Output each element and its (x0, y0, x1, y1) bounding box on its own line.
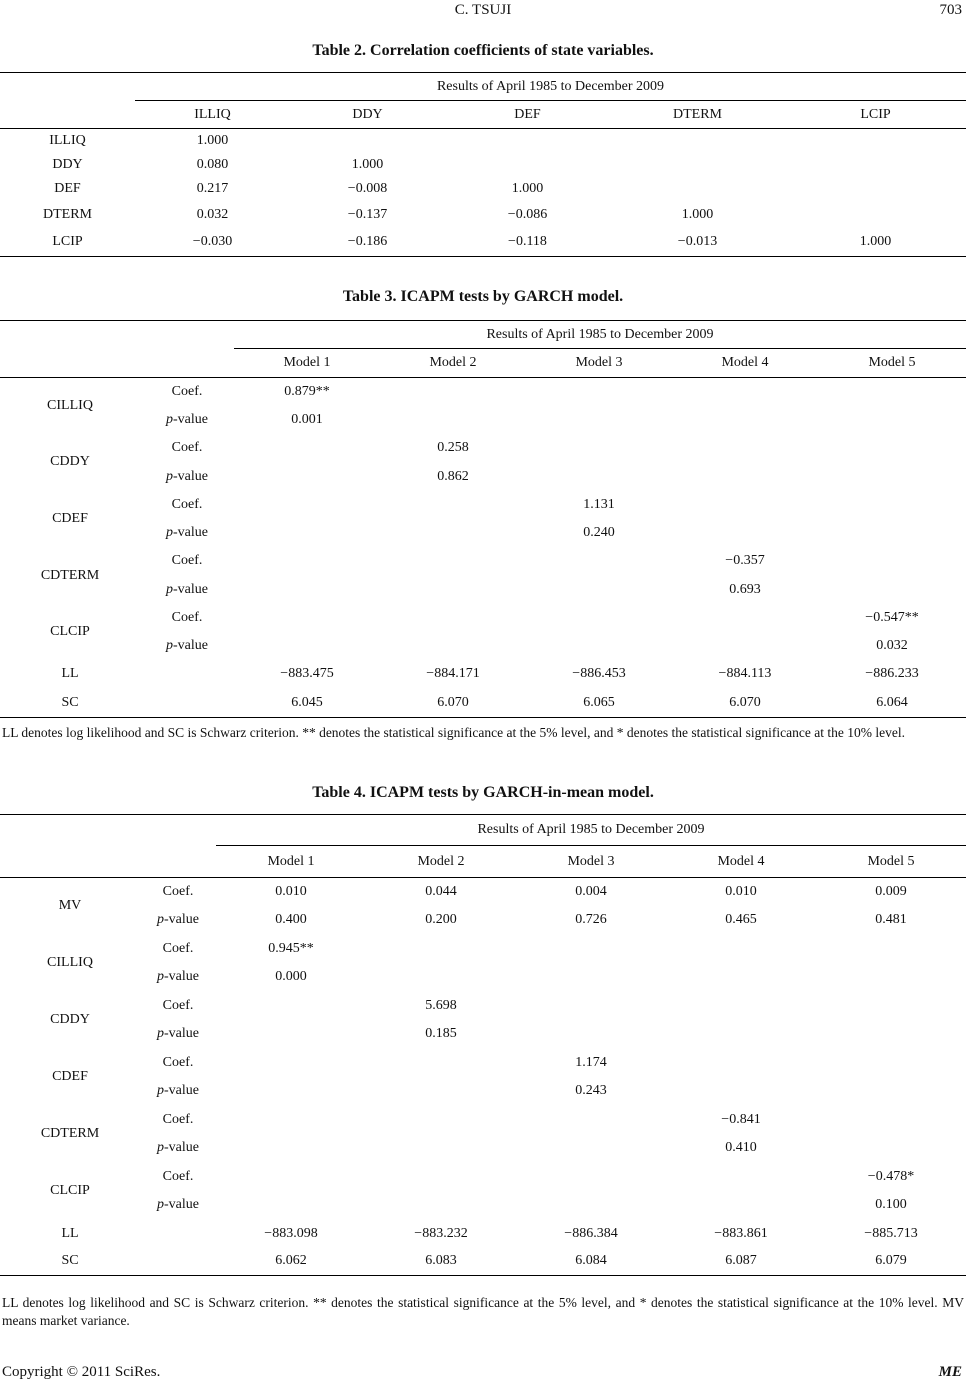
table-cell (380, 604, 526, 632)
pvalue-italic-p: p (157, 1140, 164, 1156)
table-row (0, 547, 966, 575)
table-row (0, 1191, 966, 1220)
pvalue-label (140, 576, 234, 604)
pvalue-label (140, 406, 234, 434)
table4-col-header: Model 2 (417, 853, 465, 869)
table-row (0, 1248, 966, 1276)
table-cell: 0.693 (729, 581, 761, 597)
table-cell (366, 1106, 516, 1135)
table-cell: −0.478* (867, 1168, 915, 1184)
table-row (0, 906, 966, 935)
table-cell (526, 378, 672, 406)
table3-col-header: Model 5 (868, 355, 916, 370)
table-cell: 0.010 (725, 884, 757, 899)
table-row (0, 632, 966, 660)
table4-note (2, 1294, 964, 1330)
table3-col-header: Model 1 (283, 355, 331, 370)
table-cell: 0.044 (425, 884, 457, 899)
table-cell: 0.410 (725, 1140, 757, 1156)
table-cell (785, 177, 966, 201)
table-cell (234, 462, 380, 490)
table-cell: −883.232 (414, 1225, 468, 1241)
table-row (0, 576, 966, 604)
table2-header-row (0, 101, 966, 129)
table-cell: 5.698 (425, 997, 457, 1013)
row-label: CDDY (50, 1012, 90, 1027)
pvalue-suffix: -value (173, 581, 208, 597)
table-cell (666, 1163, 816, 1192)
row-label: LCIP (52, 234, 83, 250)
pvalue-suffix: -value (173, 411, 208, 427)
running-author: C. TSUJI (454, 2, 512, 18)
table-cell (816, 963, 966, 992)
table-cell (234, 604, 380, 632)
table-cell (672, 491, 818, 519)
table-cell: 1.000 (681, 206, 714, 222)
row-label: DEF (54, 180, 81, 196)
pvalue-suffix: -value (164, 969, 199, 985)
pvalue-italic-p: p (166, 525, 173, 541)
table-cell (234, 576, 380, 604)
table-cell (818, 576, 966, 604)
table-cell (516, 1106, 666, 1135)
table-cell: 0.217 (196, 180, 229, 196)
table-row (0, 519, 966, 547)
table-row (0, 992, 966, 1021)
pvalue-suffix: -value (164, 1083, 199, 1099)
table-cell: 0.000 (275, 969, 307, 985)
table-cell (610, 129, 785, 153)
table-cell: −0.008 (347, 180, 388, 196)
table-cell (516, 1191, 666, 1220)
table-cell: 0.243 (575, 1083, 607, 1099)
table3-col-header: Model 3 (575, 355, 623, 370)
table-cell (216, 1077, 366, 1106)
row-label: SC (61, 1253, 79, 1269)
table3-caption: Table 3. ICAPM tests by GARCH model. (342, 288, 624, 305)
table-row (0, 660, 966, 688)
table-row (0, 406, 966, 434)
table2-col-header: ILLIQ (194, 106, 231, 122)
table-cell (818, 547, 966, 575)
row-label: CILLIQ (47, 398, 93, 414)
coef-label: Coef. (171, 496, 203, 512)
table-cell: 6.070 (437, 694, 469, 710)
table-cell (526, 576, 672, 604)
table-cell (816, 1077, 966, 1106)
page-number: 703 (939, 2, 962, 18)
table-cell: −0.137 (347, 206, 388, 222)
row-label: SC (61, 694, 79, 710)
table-row (0, 963, 966, 992)
table3-col-header: Model 4 (721, 355, 769, 370)
row-label: ILLIQ (49, 132, 86, 148)
table-cell: −885.713 (864, 1225, 918, 1241)
table-cell (672, 462, 818, 490)
table4-col-header: Model 5 (867, 853, 915, 869)
pvalue-suffix: -value (164, 912, 199, 928)
pvalue-italic-p: p (157, 1083, 164, 1099)
table-row (0, 462, 966, 490)
table-cell (666, 1191, 816, 1220)
table-cell (672, 604, 818, 632)
copyright-text: Copyright © 2011 SciRes. (2, 1364, 161, 1380)
page-header (0, 0, 966, 28)
table-cell (672, 378, 818, 406)
table4-col-header: Model 1 (267, 853, 315, 869)
table-cell (666, 1077, 816, 1106)
row-label: LL (61, 1225, 79, 1241)
table-cell (216, 1049, 366, 1078)
table3-note (2, 724, 964, 742)
row-label: CDDY (50, 454, 90, 470)
table-cell (666, 963, 816, 992)
table-cell (818, 519, 966, 547)
table-cell: 6.065 (583, 694, 615, 710)
table-cell: −0.841 (721, 1111, 761, 1127)
table4-period: Results of April 1985 to December 2009 (216, 815, 966, 846)
table-cell (234, 519, 380, 547)
row-label: CLCIP (50, 624, 90, 640)
table-cell: 1.000 (196, 132, 229, 148)
table-cell (216, 1163, 366, 1192)
table-cell (816, 1020, 966, 1049)
table-cell: 1.000 (859, 234, 892, 250)
table-cell: −883.098 (264, 1225, 318, 1241)
table-cell (526, 406, 672, 434)
pvalue-suffix: -value (173, 638, 208, 654)
table4-note-text: LL denotes log likelihood and SC is Schwarz criterion. ** denotes the statistical significance at the 5% level, and * denotes the statistical significance at the 10% level. MV means market variance. (2, 1295, 964, 1328)
table-cell: 6.064 (876, 694, 908, 710)
table-cell (216, 992, 366, 1021)
table-cell: −0.013 (677, 234, 718, 250)
table2-col-header: DTERM (673, 106, 722, 122)
table-cell: −0.030 (192, 234, 233, 250)
table-cell: 0.100 (875, 1197, 907, 1213)
table-cell (818, 462, 966, 490)
pvalue-suffix: -value (173, 468, 208, 484)
table-cell: 0.032 (196, 206, 229, 222)
pvalue-label (140, 1191, 216, 1220)
table2-period: Results of April 1985 to December 2009 (135, 73, 966, 101)
table2-col-header: LCIP (860, 106, 891, 122)
table-cell: −0.118 (508, 234, 547, 250)
table-row (0, 153, 966, 177)
pvalue-label (140, 963, 216, 992)
table-row (0, 935, 966, 964)
table-cell: −0.186 (347, 234, 388, 250)
pvalue-italic-p: p (166, 411, 173, 427)
table-cell (380, 547, 526, 575)
table-cell (366, 1134, 516, 1163)
table4 (0, 814, 966, 1276)
table-row (0, 1220, 966, 1248)
journal-abbrev: ME (938, 1364, 962, 1380)
table-cell: −886.453 (572, 666, 626, 682)
table-cell (366, 963, 516, 992)
table-cell (445, 153, 610, 177)
table-cell: 0.862 (437, 468, 469, 484)
table-cell (516, 963, 666, 992)
table-row (0, 878, 966, 907)
table-cell: 1.131 (583, 496, 615, 512)
table-cell (516, 992, 666, 1021)
table-cell (672, 406, 818, 434)
row-label: LL (61, 666, 79, 682)
pvalue-label (140, 632, 234, 660)
table-cell (672, 519, 818, 547)
table-row (0, 1134, 966, 1163)
table-cell: 0.032 (876, 638, 908, 654)
table-cell (526, 462, 672, 490)
table-row (0, 604, 966, 632)
pvalue-italic-p: p (157, 912, 164, 928)
table-cell (666, 1049, 816, 1078)
table-cell: 1.000 (351, 156, 384, 172)
table-cell (666, 935, 816, 964)
row-label: MV (58, 898, 82, 914)
table-cell (526, 632, 672, 660)
table-row (0, 1049, 966, 1078)
table4-col-header: Model 3 (567, 853, 615, 869)
table-cell: 6.070 (729, 694, 761, 710)
table-cell (366, 935, 516, 964)
table-cell (818, 378, 966, 406)
table-cell: −0.357 (725, 553, 765, 569)
row-label: CDEF (52, 1069, 88, 1084)
table-cell (290, 129, 445, 153)
table2 (0, 72, 966, 257)
table-cell: −883.475 (280, 666, 334, 682)
table-cell (816, 1106, 966, 1135)
table-cell (380, 378, 526, 406)
table-cell (666, 1020, 816, 1049)
table-cell (366, 1191, 516, 1220)
table-cell (366, 1163, 516, 1192)
table2-col-header: DEF (514, 106, 541, 122)
coef-label: Coef. (171, 553, 203, 569)
table-cell: 0.185 (425, 1026, 457, 1042)
pvalue-label (140, 906, 216, 935)
table-cell (516, 1134, 666, 1163)
row-label: DDY (52, 156, 83, 172)
table-cell: −886.233 (865, 666, 919, 682)
table-cell (785, 153, 966, 177)
table-cell: 6.084 (575, 1253, 607, 1269)
pvalue-italic-p: p (166, 581, 173, 597)
table-cell: −0.086 (507, 206, 548, 222)
pvalue-label (140, 1020, 216, 1049)
table-cell: 0.258 (437, 440, 469, 456)
table-cell (816, 1049, 966, 1078)
table-row (0, 1077, 966, 1106)
row-label: CDTERM (40, 567, 100, 583)
table2-col-header: DDY (352, 106, 383, 122)
table-cell: −883.861 (714, 1225, 768, 1241)
pvalue-suffix: -value (173, 525, 208, 541)
table-cell: 6.087 (725, 1253, 757, 1269)
table-cell (216, 1106, 366, 1135)
table4-caption: Table 4. ICAPM tests by GARCH-in-mean model. (312, 784, 654, 801)
table-cell (216, 1134, 366, 1163)
pvalue-suffix: -value (164, 1026, 199, 1042)
pvalue-label (140, 519, 234, 547)
table-cell (672, 632, 818, 660)
table-row (0, 1106, 966, 1135)
table-cell: 0.010 (275, 884, 307, 899)
table-cell (234, 434, 380, 462)
table-cell: 0.726 (575, 912, 607, 928)
pvalue-italic-p: p (157, 969, 164, 985)
table-cell: 0.465 (725, 912, 757, 928)
table-cell: 1.174 (575, 1054, 607, 1070)
table-cell (816, 935, 966, 964)
table-cell (380, 406, 526, 434)
coef-label: Coef. (162, 997, 194, 1013)
table-cell: 0.080 (196, 156, 229, 172)
table-cell: −884.113 (718, 666, 772, 682)
coef-label: Coef. (162, 1054, 194, 1070)
table-cell: 0.009 (875, 884, 907, 899)
table-row (0, 688, 966, 717)
table-cell: 0.001 (291, 411, 323, 427)
table-cell (380, 632, 526, 660)
table-cell: 0.240 (583, 525, 615, 541)
pvalue-label (140, 462, 234, 490)
pvalue-label (140, 1077, 216, 1106)
table-cell: 0.004 (575, 884, 607, 899)
row-label: CLCIP (50, 1183, 90, 1198)
table-cell (785, 129, 966, 153)
table-cell: 0.200 (425, 912, 457, 928)
table-cell (666, 992, 816, 1021)
pvalue-italic-p: p (166, 638, 173, 654)
table-cell (516, 935, 666, 964)
row-label: CDTERM (40, 1126, 100, 1141)
row-label: CDEF (52, 510, 88, 526)
table4-col-header: Model 4 (717, 853, 765, 869)
pvalue-italic-p: p (157, 1026, 164, 1042)
pvalue-label (140, 1134, 216, 1163)
coef-label: Coef. (171, 610, 203, 626)
table-cell (516, 1163, 666, 1192)
table-cell: 0.400 (275, 912, 307, 928)
table-cell (816, 1134, 966, 1163)
table-cell (818, 406, 966, 434)
table-cell (610, 177, 785, 201)
table-row (0, 177, 966, 201)
table-row (0, 1020, 966, 1049)
pvalue-italic-p: p (166, 468, 173, 484)
coef-label: Coef. (171, 440, 203, 456)
table-row (0, 378, 966, 406)
table-row (0, 129, 966, 153)
coef-label: Coef. (162, 1168, 194, 1184)
table-cell (216, 1191, 366, 1220)
table3-col-header: Model 2 (429, 355, 477, 370)
table-cell (818, 434, 966, 462)
table-row (0, 491, 966, 519)
table-cell (216, 1020, 366, 1049)
table-row (0, 201, 966, 229)
table-cell (380, 576, 526, 604)
table-cell (672, 434, 818, 462)
table-cell (366, 1077, 516, 1106)
pvalue-suffix: -value (164, 1197, 199, 1213)
table-cell (785, 201, 966, 229)
table-cell (610, 153, 785, 177)
table-cell (234, 632, 380, 660)
table-row (0, 229, 966, 257)
table3-note-text: LL denotes log likelihood and SC is Schwarz criterion. ** denotes the statistical significance at the 5% level, and * denotes the statistical significance at the 10% level. (2, 725, 905, 740)
table-cell: 1.000 (511, 180, 544, 196)
table3 (0, 320, 966, 718)
table-cell: 6.062 (275, 1253, 307, 1269)
row-label: DTERM (43, 206, 92, 222)
pvalue-italic-p: p (157, 1197, 164, 1213)
table-cell: 0.481 (875, 912, 907, 928)
table-cell: 0.879** (284, 383, 330, 399)
pvalue-suffix: -value (164, 1140, 199, 1156)
table-cell (526, 434, 672, 462)
table-row (0, 1163, 966, 1192)
table-cell: 6.083 (425, 1253, 457, 1269)
table-cell (380, 519, 526, 547)
table-cell (445, 129, 610, 153)
table2-caption: Table 2. Correlation coefficients of state variables. (312, 42, 654, 59)
table-cell: −0.547** (865, 610, 919, 626)
table-cell (380, 491, 526, 519)
table-cell (516, 1020, 666, 1049)
table-cell: −884.171 (426, 666, 480, 682)
table3-period: Results of April 1985 to December 2009 (234, 321, 966, 349)
table-cell (234, 491, 380, 519)
table-row (0, 434, 966, 462)
table-cell (366, 1049, 516, 1078)
coef-label: Coef. (162, 884, 194, 899)
table-cell: −886.384 (564, 1225, 618, 1241)
table-cell: 0.945** (268, 940, 314, 956)
table-cell (816, 992, 966, 1021)
coef-label: Coef. (171, 383, 203, 399)
table-cell (526, 547, 672, 575)
coef-label: Coef. (162, 940, 194, 956)
table-cell: 6.079 (875, 1253, 907, 1269)
table-cell (818, 491, 966, 519)
row-label: CILLIQ (47, 955, 93, 970)
table3-header-row (0, 349, 966, 378)
table4-header-row (0, 846, 966, 878)
page-footer (0, 1364, 966, 1384)
table-cell (234, 547, 380, 575)
table-cell (526, 604, 672, 632)
table-cell: 6.045 (291, 694, 323, 710)
coef-label: Coef. (162, 1111, 194, 1127)
